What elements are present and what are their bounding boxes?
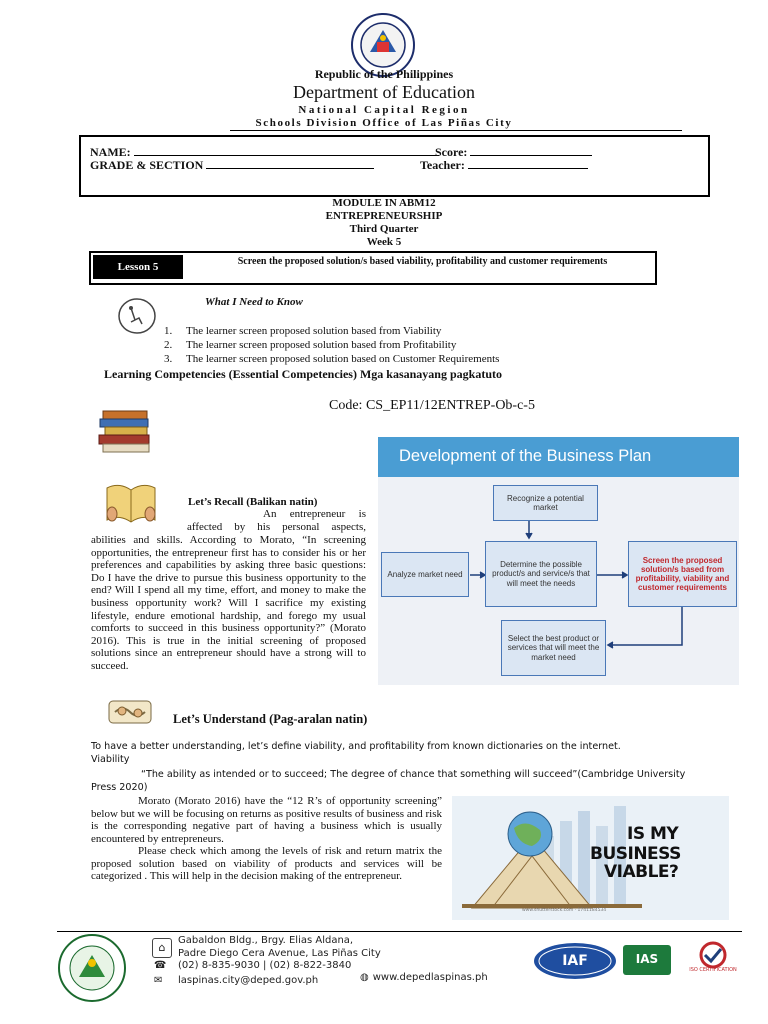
business-viable-image (452, 796, 729, 920)
iaf-logo-text: IAF (562, 953, 588, 969)
objective-num: 3. (164, 353, 173, 365)
competencies-heading: Learning Competencies (Essential Competencies) Mga kasanayang pagkatuto (104, 367, 502, 381)
objective-item-3 (164, 353, 499, 365)
grade-line[interactable] (206, 157, 374, 169)
viable-caption-2: BUSINESS (590, 844, 681, 864)
flow-screen-solutions: Screen the proposed solution/s based from profitability, viability and customer requirements (628, 541, 737, 607)
footer-website-row (360, 972, 488, 983)
recall-heading: Let’s Recall (Balikan natin) (188, 496, 318, 508)
iso-cert-text: ISO CERTIFICATION (689, 967, 737, 973)
understand-para-1: Morato (Morato 2016) have the “12 R’s of opportunity screening” below but we will be focusing on returns as positive results of business and risk is the corresponding negative part of having a business which is usually encountered by entrepreneurs. (91, 795, 442, 845)
ias-logo (622, 944, 672, 976)
books-icon (97, 405, 155, 455)
understand-heading: Let’s Understand (Pag-aralan natin) (173, 712, 368, 726)
objective-item-2 (164, 339, 456, 351)
footer-address-row (152, 935, 381, 960)
module-line-2: ENTREPRENEURSHIP (325, 210, 443, 222)
objective-item-1 (164, 325, 441, 337)
teacher-label: Teacher: (420, 158, 465, 172)
name-line[interactable] (134, 144, 439, 156)
ias-logo-text: IAS (635, 952, 659, 966)
iso-cert-logo (678, 941, 748, 977)
footer-phone: (02) 8-835-9030 | (02) 8-822-3840 (178, 960, 352, 971)
module-line-1: MODULE IN ABM12 (332, 197, 436, 209)
name-label: NAME: (90, 145, 131, 159)
email-icon: ✉ (154, 974, 163, 986)
flow-analyze-need: Analyze market need (381, 552, 469, 597)
building-icon: ⌂ (152, 938, 172, 958)
flow-select-best: Select the best product or services that will meet the market need (501, 620, 606, 676)
flow-recognize-market: Recognize a potential market (493, 485, 598, 521)
viability-quote: “The ability as intended or to succeed; The degree of chance that something will succeed”(Cambridge University Press 2020) (91, 769, 686, 793)
image-credit: www.shutterstock.com · 1741184534 (522, 908, 607, 913)
need-to-know-heading: What I Need to Know (205, 296, 303, 308)
objective-text: The learner screen proposed solution based on Customer Requirements (186, 353, 500, 365)
flow-determine-products: Determine the possible product/s and service/s that will meet the needs (485, 541, 597, 607)
footer-website[interactable]: www.depedlaspinas.ph (372, 972, 488, 983)
objective-text: The learner screen proposed solution based from Profitability (186, 339, 457, 351)
understand-intro: To have a better understanding, let’s define viability, and profitability from known dictionaries on the internet. (91, 741, 621, 752)
department-title: Department of Education (293, 82, 475, 102)
reading-book-icon (103, 480, 159, 526)
handshake-icon (107, 697, 153, 727)
phone-icon: ☎ (154, 960, 167, 971)
score-label: Score: (435, 145, 468, 159)
footer-email-row (152, 975, 381, 988)
competency-code: Code: CS_EP11/12ENTREP-Ob-c-5 (329, 398, 535, 413)
globe-icon: ◍ (360, 972, 369, 983)
recall-line-1 (263, 508, 366, 520)
header-divider (230, 130, 682, 131)
grade-label: GRADE & SECTION (90, 158, 204, 172)
recall-line-2 (187, 521, 366, 533)
iaf-logo (532, 941, 618, 981)
lesson-title: Screen the proposed solution/s based viability, profitability and customer requirements (237, 256, 608, 267)
lesson-label: Lesson 5 (93, 255, 183, 279)
touch-hand-icon (117, 296, 157, 336)
footer-contact (152, 935, 381, 987)
objective-num: 2. (164, 339, 173, 351)
footer-phone-row (152, 960, 381, 973)
viability-label: Viability (91, 754, 130, 765)
recall-body: abilities and skills. According to Morato, “In screening opportunities, the entrepreneur first has to consider his or her preferences and capabilities by asking three basic questions: Do I have the drive to pursue this business opportunity to the end? Will I spend all my time, effort, and money to make the business opportunity work? Will I sacrifice my existing lifestyle, endure emotional hardship, and forego my usual comforts to succeed in this business opportunity?” (Morato 2016). This is true in the initial screening of proposed solutions since an entrepreneur should have a strong will to succeed. (91, 534, 366, 672)
footer-address-2: Padre Diego Cera Avenue, Las Piñas City (178, 947, 381, 959)
footer-email[interactable]: laspinas.city@deped.gov.ph (178, 974, 319, 986)
module-line-4: Week 5 (366, 236, 402, 248)
recall-line-1-text: An entrepreneur is (263, 508, 366, 520)
region-line: National Capital Region (298, 104, 470, 116)
objective-text: The learner screen proposed solution based from Viability (186, 325, 442, 337)
recall-line-2-text: affected by his personal aspects, (187, 521, 366, 533)
module-line-3: Third Quarter (349, 223, 419, 235)
republic-line: Republic of the Philippines (314, 67, 454, 81)
business-plan-title: Development of the Business Plan (399, 447, 652, 465)
division-line: Schools Division Office of Las Piñas City (255, 117, 513, 129)
sdo-las-pinas-seal (57, 933, 127, 1003)
grade-field[interactable] (90, 157, 374, 173)
footer-divider (57, 931, 742, 932)
score-line[interactable] (470, 144, 592, 156)
understand-para-2: Please check which among the levels of risk and return matrix the proposed solution based on viability of products and services will be categorized . This will help in the decision making of the entrepreneur. (91, 845, 442, 883)
footer-address-1: Gabaldon Bldg., Brgy. Elias Aldana, (178, 935, 354, 946)
teacher-line[interactable] (468, 157, 588, 169)
teacher-field[interactable] (420, 157, 588, 173)
business-plan-diagram (378, 437, 739, 685)
objective-num: 1. (164, 325, 173, 337)
viable-caption-1: IS MY (627, 824, 679, 844)
viable-caption-3: VIABLE? (604, 862, 679, 882)
